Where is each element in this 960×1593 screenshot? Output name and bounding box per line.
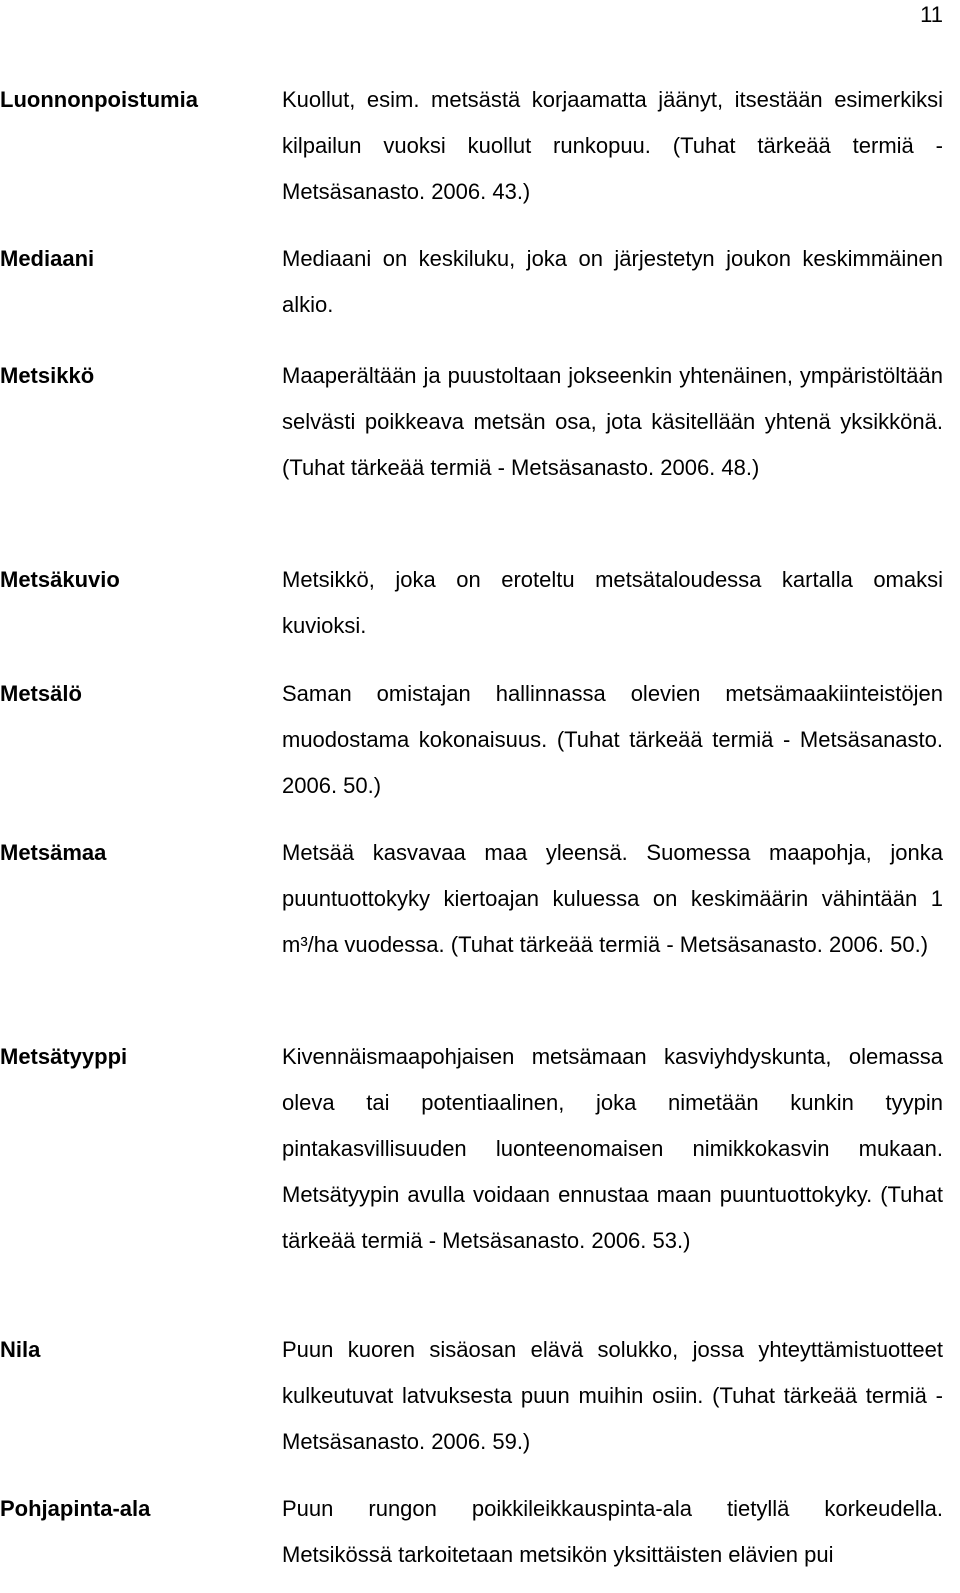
definition: Puun rungon poikkileikkauspinta-ala tietyllä korkeudella. Metsikössä tarkoitetaan metsikön yksittäisten elävien pui xyxy=(282,1496,943,1567)
definition: Mediaani on keskiluku, joka on järjestetyn joukon keskimmäinen alkio. xyxy=(282,246,943,317)
term: Mediaani xyxy=(0,246,95,271)
definition: Kuollut, esim. metsästä korjaamatta jäänyt, itsestään esimerkiksi kilpailun vuoksi kuollut runkopuu. (Tuhat tärkeää termiä - Metsäsanasto. 2006. 43.) xyxy=(282,87,943,204)
term: Nila xyxy=(0,1337,41,1362)
definition: Puun kuoren sisäosan elävä solukko, jossa yhteyttämistuotteet kulkeutuvat latvuksesta puun muihin osiin. (Tuhat tärkeää termiä - Metsäsanasto. 2006. 59.) xyxy=(282,1337,943,1454)
definition: Maaperältään ja puustoltaan jokseenkin yhtenäinen, ympäristöltään selvästi poikkeava metsän osa, jota käsitellään yhtenä yksikkönä. (Tuhat tärkeää termiä - Metsäsanasto. 2006. 48.) xyxy=(282,363,943,480)
definition: Saman omistajan hallinnassa olevien metsämaakiinteistöjen muodostama kokonaisuus. (Tuhat tärkeää termiä - Metsäsanasto. 2006. 50.) xyxy=(282,681,943,798)
page-number: 11 xyxy=(920,2,943,27)
term: Metsäkuvio xyxy=(0,567,120,592)
term: Metsätyyppi xyxy=(0,1044,128,1069)
definition: Kivennäismaapohjaisen metsämaan kasviyhdyskunta, olemassa oleva tai potentiaalinen, joka nimetään kunkin tyypin pintakasvillisuuden luonteenomaisen nimikkokasvin mukaan. Metsätyypin avulla voidaan ennustaa maan puuntuottokyky. (Tuhat tärkeää termiä - Metsäsanasto. 2006. 53.) xyxy=(282,1044,943,1253)
term: Metsälö xyxy=(0,681,82,706)
term: Metsämaa xyxy=(0,840,107,865)
definition: Metsää kasvavaa maa yleensä. Suomessa maapohja, jonka puuntuottokyky kiertoajan kuluessa on keskimäärin vähintään 1 m³/ha vuodessa. (Tuhat tärkeää termiä - Metsäsanasto. 2006. 50.) xyxy=(282,840,943,957)
definition: Metsikkö, joka on eroteltu metsätaloudessa kartalla omaksi kuvioksi. xyxy=(282,567,943,638)
term: Pohjapinta-ala xyxy=(0,1496,151,1521)
term: Metsikkö xyxy=(0,363,95,388)
term: Luonnonpoistumia xyxy=(0,87,198,112)
